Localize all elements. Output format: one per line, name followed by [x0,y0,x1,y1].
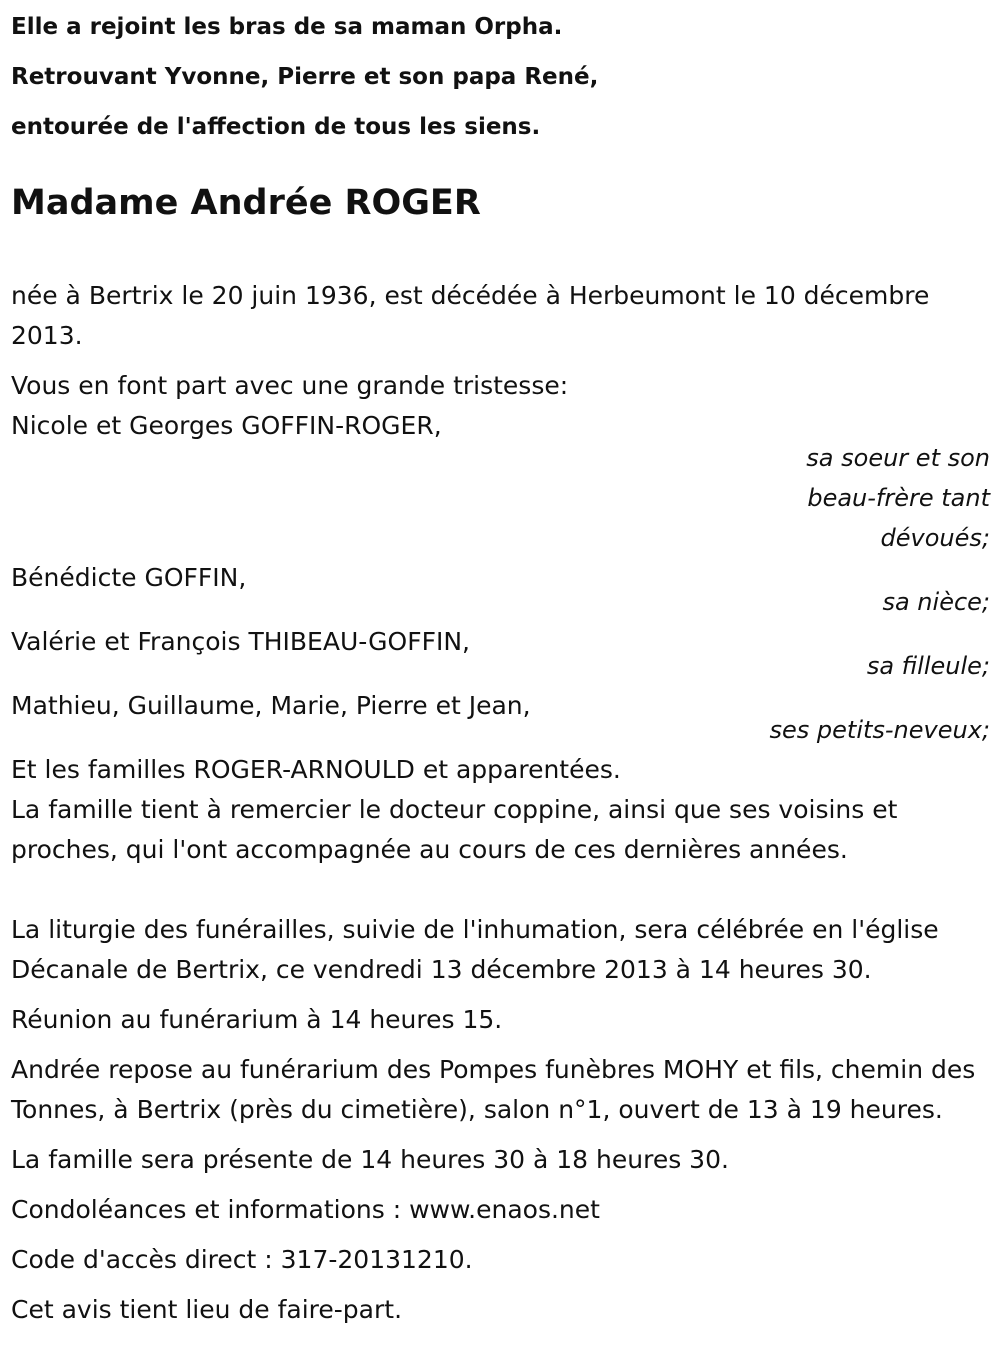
family-relation: sa filleule; [866,652,990,680]
birth-death-text: née à Bertrix le 20 juin 1936, est décédée à Herbeumont le 10 décembre 2013. [11,281,930,350]
family-names: Bénédicte GOFFIN, [11,563,247,592]
closing-text: Cet avis tient lieu de faire-part. [11,1295,403,1324]
intro-line: Elle a rejoint les bras de sa maman Orpha. [11,14,563,40]
intro-line: entourée de l'affection de tous les siens. [11,114,541,140]
notice-body [11,276,991,1330]
condolences-text: Condoléances et informations : www.enaos.net [11,1195,600,1224]
family-names: Nicole et Georges GOFFIN-ROGER, [11,411,442,440]
rest-text: Andrée repose au funérarium des Pompes funèbres MOHY et fils, chemin des Tonnes, à Bertrix (près du cimetière), salon n°1, ouvert de 13 à 19 heures. [11,1055,976,1124]
announce-text: Vous en font part avec une grande tristesse: [11,371,569,400]
intro-verse [11,2,991,152]
family-entry [11,686,991,750]
family-names: Valérie et François THIBEAU-GOFFIN, [11,627,471,656]
family-relation: sa nièce; [882,588,990,616]
family-names: Mathieu, Guillaume, Marie, Pierre et Jean, [11,691,531,720]
presence-text: La famille sera présente de 14 heures 30 à 18 heures 30. [11,1145,729,1174]
meeting-text: Réunion au funérarium à 14 heures 15. [11,1005,503,1034]
family-entry [11,406,991,558]
obituary-notice [11,0,991,1330]
thanks-text: La famille tient à remercier le docteur coppine, ainsi que ses voisins et proches, qui l'ont accompagnée au cours de ces dernières années. [11,795,898,864]
family-relation: ses petits-neveux; [769,716,990,744]
family-entry [11,558,991,622]
intro-line: Retrouvant Yvonne, Pierre et son papa René, [11,64,599,90]
liturgy-text: La liturgie des funérailles, suivie de l'inhumation, sera célébrée en l'église Décanale de Bertrix, ce vendredi 13 décembre 2013 à 14 heures 30. [11,915,939,984]
family-entry [11,622,991,686]
access-code-text: Code d'accès direct : 317-20131210. [11,1245,473,1274]
families-text: Et les familles ROGER-ARNOULD et apparentées. [11,755,621,784]
family-relation: sa soeur et son beau-frère tant dévoués; [806,444,990,552]
deceased-name: Madame Andrée ROGER [11,183,481,223]
